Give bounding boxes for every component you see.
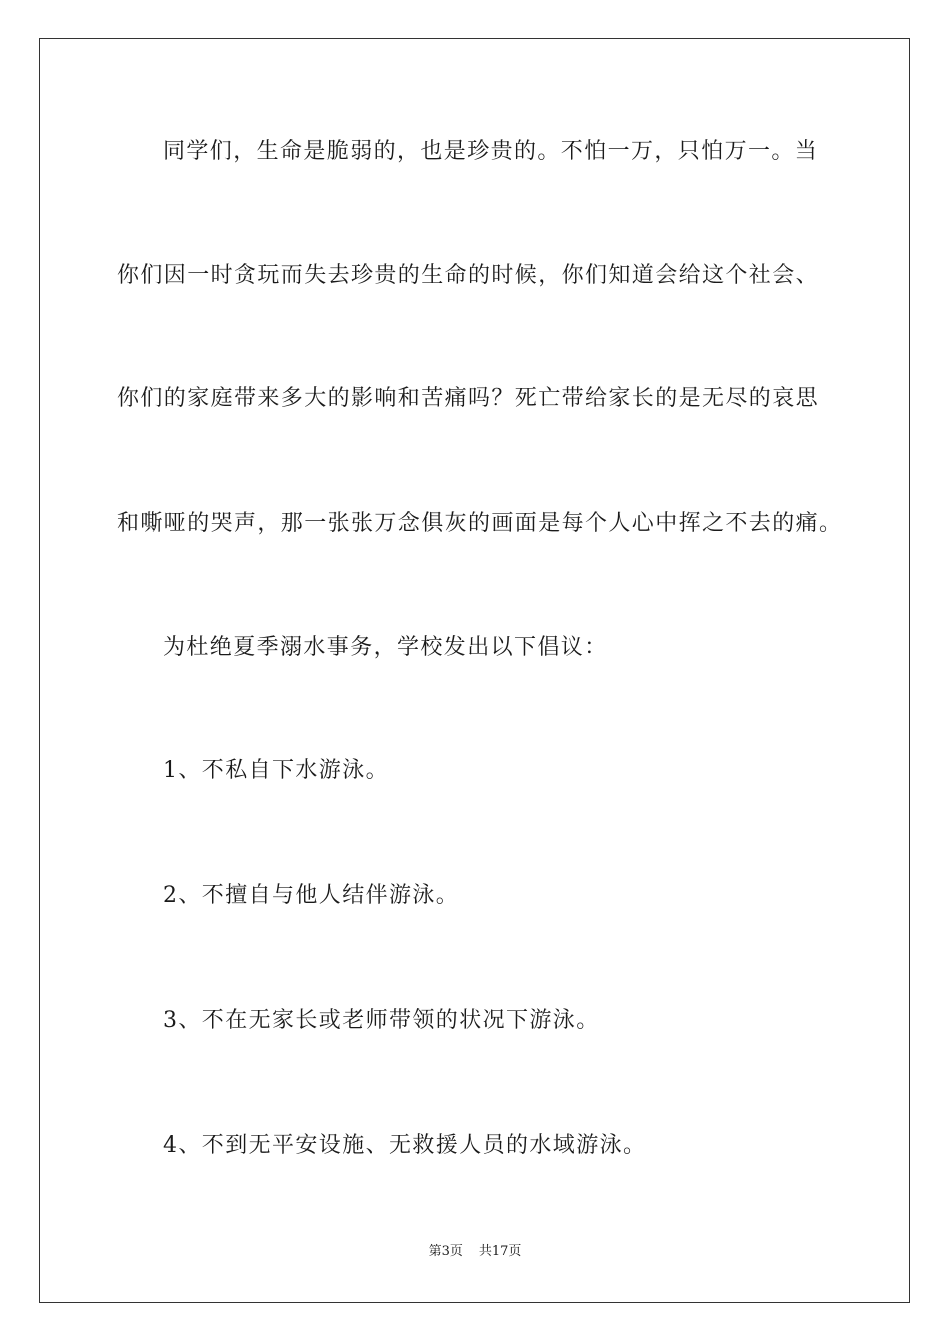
page-frame bbox=[39, 38, 910, 1303]
list-item: 4、不到无平安设施、无救援人员的水域游泳。 bbox=[163, 1133, 647, 1158]
paragraph-line: 你们的家庭带来多大的影响和苦痛吗？死亡带给家长的是无尽的哀思 bbox=[117, 386, 820, 411]
paragraph-line: 和嘶哑的哭声，那一张张万念俱灰的画面是每个人心中挥之不去的痛。 bbox=[117, 511, 843, 536]
list-item: 1、不私自下水游泳。 bbox=[163, 758, 389, 783]
list-item: 2、不擅自与他人结伴游泳。 bbox=[163, 883, 460, 908]
page-number: 第3页 bbox=[428, 1244, 463, 1259]
page-footer bbox=[0, 1243, 950, 1261]
paragraph-line: 同学们，生命是脆弱的，也是珍贵的。不怕一万，只怕万一。当 bbox=[163, 139, 819, 164]
paragraph-line: 你们因一时贪玩而失去珍贵的生命的时候，你们知道会给这个社会、 bbox=[117, 263, 820, 288]
paragraph-line: 为杜绝夏季溺水事务，学校发出以下倡议： bbox=[163, 635, 608, 660]
list-item: 3、不在无家长或老师带领的状况下游泳。 bbox=[163, 1008, 600, 1033]
page-total: 共17页 bbox=[478, 1244, 522, 1259]
